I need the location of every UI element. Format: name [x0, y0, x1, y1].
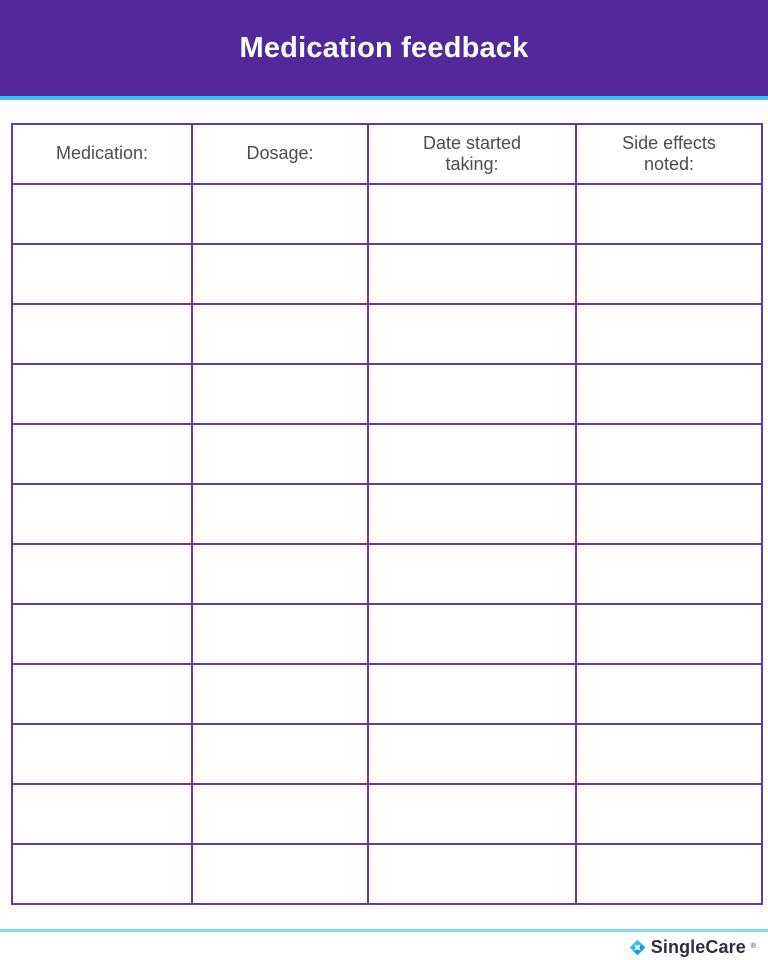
cell-dosage — [192, 364, 368, 424]
cell-side-effects — [576, 364, 762, 424]
header-divider-line — [0, 96, 768, 100]
cell-date-started — [368, 244, 576, 304]
table-row — [12, 724, 762, 784]
cell-dosage — [192, 844, 368, 904]
cell-dosage — [192, 784, 368, 844]
table-row — [12, 364, 762, 424]
table-row — [12, 604, 762, 664]
brand-logo — [629, 936, 756, 958]
page-header-banner — [0, 0, 768, 96]
cell-side-effects — [576, 604, 762, 664]
cell-dosage — [192, 424, 368, 484]
cell-medication — [12, 244, 192, 304]
cell-dosage — [192, 664, 368, 724]
cell-medication — [12, 784, 192, 844]
table-row — [12, 784, 762, 844]
cell-side-effects — [576, 304, 762, 364]
cell-medication — [12, 184, 192, 244]
cell-dosage — [192, 604, 368, 664]
page-title: Medication feedback — [239, 31, 529, 64]
cell-date-started — [368, 364, 576, 424]
cell-date-started — [368, 304, 576, 364]
cell-side-effects — [576, 724, 762, 784]
table-row — [12, 544, 762, 604]
medication-feedback-table — [11, 123, 763, 905]
cell-side-effects — [576, 784, 762, 844]
cell-medication — [12, 484, 192, 544]
cell-dosage — [192, 544, 368, 604]
table-row — [12, 244, 762, 304]
footer-divider-line — [0, 929, 768, 932]
cell-dosage — [192, 304, 368, 364]
cell-side-effects — [576, 544, 762, 604]
cell-dosage — [192, 484, 368, 544]
table-row — [12, 184, 762, 244]
table-row — [12, 304, 762, 364]
cell-side-effects — [576, 484, 762, 544]
cell-date-started — [368, 604, 576, 664]
cell-medication — [12, 844, 192, 904]
cell-date-started — [368, 184, 576, 244]
cell-date-started — [368, 784, 576, 844]
cell-dosage — [192, 244, 368, 304]
cell-medication — [12, 544, 192, 604]
cell-medication — [12, 604, 192, 664]
column-header-side-effects: Side effects noted: — [576, 124, 762, 184]
column-header-dosage: Dosage: — [192, 124, 368, 184]
table-header-row — [12, 124, 762, 184]
table-body — [12, 184, 762, 904]
cell-dosage — [192, 724, 368, 784]
cell-side-effects — [576, 184, 762, 244]
cell-date-started — [368, 484, 576, 544]
cell-side-effects — [576, 664, 762, 724]
cell-medication — [12, 304, 192, 364]
column-header-date-started: Date started taking: — [368, 124, 576, 184]
cell-date-started — [368, 844, 576, 904]
table-row — [12, 484, 762, 544]
cell-medication — [12, 424, 192, 484]
table-row — [12, 424, 762, 484]
brand-name: SingleCare — [650, 937, 746, 957]
cell-side-effects — [576, 244, 762, 304]
cell-date-started — [368, 544, 576, 604]
cell-medication — [12, 664, 192, 724]
cell-medication — [12, 724, 192, 784]
cell-date-started — [368, 664, 576, 724]
cell-date-started — [368, 424, 576, 484]
medication-feedback-table-wrap — [11, 123, 763, 905]
cell-side-effects — [576, 844, 762, 904]
registered-mark: ® — [750, 942, 756, 950]
cell-dosage — [192, 184, 368, 244]
table-row — [12, 664, 762, 724]
cell-medication — [12, 364, 192, 424]
cell-side-effects — [576, 424, 762, 484]
cell-date-started — [368, 724, 576, 784]
table-row — [12, 844, 762, 904]
column-header-medication: Medication: — [12, 124, 192, 184]
singlecare-logo-icon — [629, 939, 646, 956]
